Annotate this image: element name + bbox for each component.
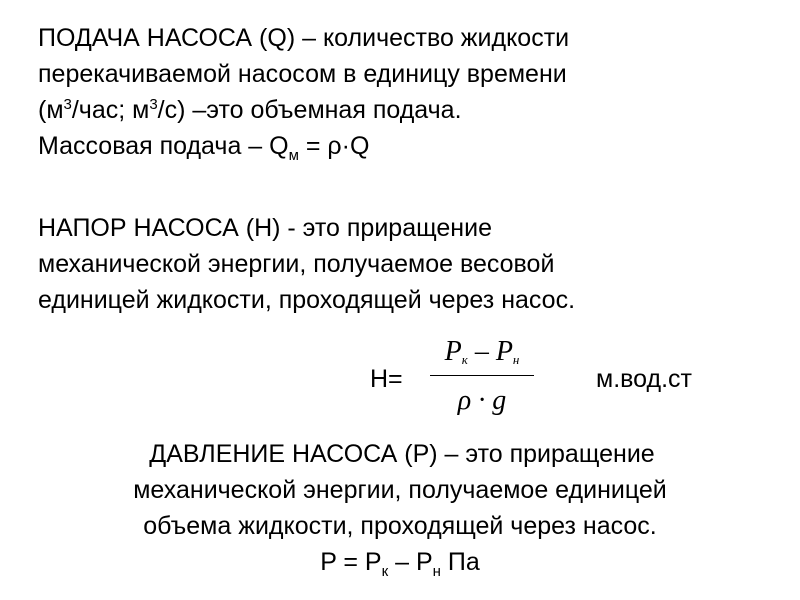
head-line-1: НАПОР НАСОСА (H) - это приращение xyxy=(38,214,492,242)
cubic-exponent: 3 xyxy=(149,96,158,113)
cubic-exponent: 3 xyxy=(63,96,72,113)
flow-line-1: ПОДАЧА НАСОСА (Q) – количество жидкости xyxy=(38,24,570,52)
formula-lhs: H= xyxy=(370,365,403,393)
pressure-formula-pre: P = P xyxy=(320,548,382,576)
flow-line-2: перекачиваемой насосом в единицу времени xyxy=(38,60,567,88)
mass-flow-label: Массовая подача – Q xyxy=(38,132,289,160)
pressure-line-2: механической энергии, получаемое единицей xyxy=(133,476,667,504)
formula-denominator: ρ · g xyxy=(457,385,507,416)
flow-units-mid: /час; м xyxy=(71,96,150,124)
head-line-3: единицей жидкости, проходящей через насос. xyxy=(38,286,576,314)
pump-flow-definition xyxy=(38,20,569,164)
numerator-sub1: к xyxy=(461,352,468,367)
pressure-sub2: н xyxy=(432,563,441,580)
pump-pressure-definition xyxy=(0,436,800,580)
mass-flow-expression: = ρ·Q xyxy=(298,132,370,160)
pressure-line-1: ДАВЛЕНИЕ НАСОСА (P) – это приращение xyxy=(149,440,655,468)
fraction-bar xyxy=(430,375,534,376)
formula-numerator xyxy=(428,336,536,368)
pressure-sub1: к xyxy=(381,563,389,580)
formula-unit: м.вод.ст xyxy=(596,365,692,393)
pump-head-definition xyxy=(38,210,575,318)
numerator-p2: P xyxy=(495,336,513,367)
head-formula xyxy=(370,330,770,430)
numerator-p1: P xyxy=(444,336,462,367)
numerator-sub2: н xyxy=(512,352,520,367)
pressure-line-3: объема жидкости, проходящей через насос. xyxy=(143,512,657,540)
pressure-formula xyxy=(0,544,800,580)
pressure-unit: Па xyxy=(440,548,480,576)
formula-fraction xyxy=(428,330,536,430)
flow-line-4 xyxy=(38,128,569,164)
numerator-minus: – xyxy=(467,336,496,367)
pressure-formula-mid: – P xyxy=(388,548,433,576)
mass-flow-subscript: м xyxy=(288,147,299,164)
flow-units-open: (м xyxy=(38,96,64,124)
flow-line-3 xyxy=(38,92,569,128)
flow-units-close: /с) –это объемная подача. xyxy=(157,96,462,124)
head-line-2: механической энергии, получаемое весовой xyxy=(38,250,555,278)
